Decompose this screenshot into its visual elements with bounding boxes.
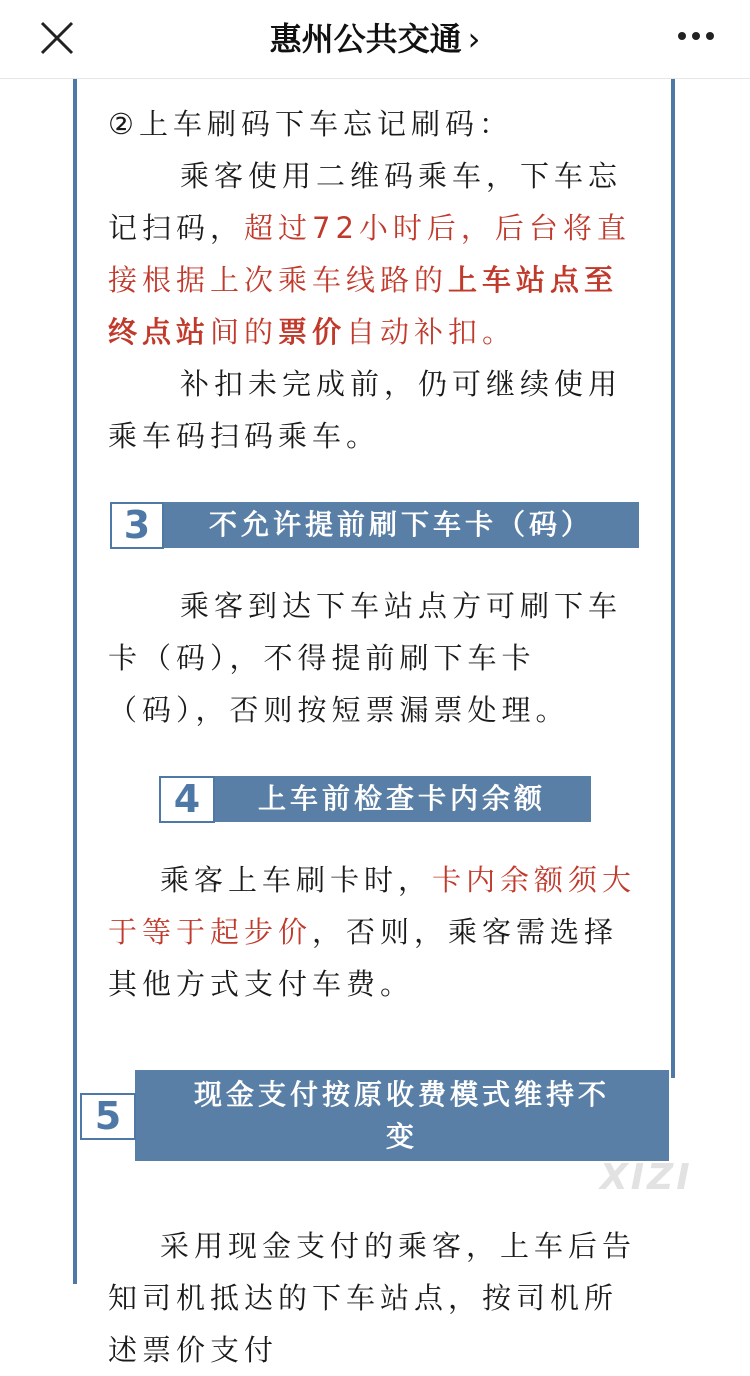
section3-title: 不允许提前刷下车卡（码） bbox=[208, 508, 593, 541]
watermark-logo: XIZI bbox=[600, 1157, 693, 1198]
section2-p1-highlight-bold-1: 上车站点至终点站 bbox=[108, 263, 619, 349]
section5-title: 现金支付按原收费模式维持不变 bbox=[193, 1078, 610, 1153]
more-button[interactable] bbox=[676, 28, 716, 44]
section4-title-bar bbox=[213, 776, 591, 822]
section4-p1-normal-2: ，否则，乘客需选择其他方式支付车费。 bbox=[108, 915, 619, 1001]
section4-p1-highlight: 卡内余额须大于等于起步价 bbox=[108, 863, 637, 949]
section5-title-bar bbox=[135, 1070, 669, 1161]
section2-paragraph-2: 补扣未完成前，仍可继续使用乘车码扫码乘车。 bbox=[108, 367, 623, 453]
section2-p1-highlight-2: 间的 bbox=[210, 315, 279, 349]
section2-paragraph-1 bbox=[108, 150, 643, 358]
section3-title-bar bbox=[163, 502, 639, 548]
section4-paragraph bbox=[108, 854, 643, 1010]
section4-p1-normal-1: 乘客上车刷卡时， bbox=[160, 863, 433, 897]
more-dots-icon bbox=[676, 28, 716, 44]
chevron-right-icon: › bbox=[467, 20, 481, 58]
section5-paragraph: 采用现金支付的乘客，上车后告知司机抵达的下车站点，按司机所述票价支付 bbox=[108, 1229, 637, 1367]
section2-subtitle: ②上车刷码下车忘记刷码： bbox=[108, 107, 513, 141]
section2-p1-normal: 乘客使用二维码乘车，下车忘记扫码， bbox=[108, 159, 623, 245]
page-title: 惠州公共交通 bbox=[269, 20, 462, 58]
section3-paragraph: 乘客到达下车站点方可刷下车卡（码），不得提前刷下车卡（码），否则按短票漏票处理。 bbox=[108, 589, 623, 727]
section5-number: 5 bbox=[80, 1093, 136, 1140]
top-navigation-bar bbox=[0, 0, 750, 79]
section4-number: 4 bbox=[159, 776, 215, 823]
frame-left-border bbox=[73, 78, 77, 1284]
section2-p1-highlight-bold-2: 票价 bbox=[278, 315, 347, 349]
account-title-link[interactable] bbox=[0, 14, 750, 60]
section2-p1-highlight-3: 自动补扣。 bbox=[346, 315, 517, 349]
frame-right-border bbox=[671, 78, 675, 1078]
section2-p1-highlight-1: 超过72小时后，后台将直接根据上次乘车线路的 bbox=[108, 211, 631, 297]
section4-title: 上车前检查卡内余额 bbox=[257, 782, 546, 815]
section3-number: 3 bbox=[110, 502, 164, 549]
